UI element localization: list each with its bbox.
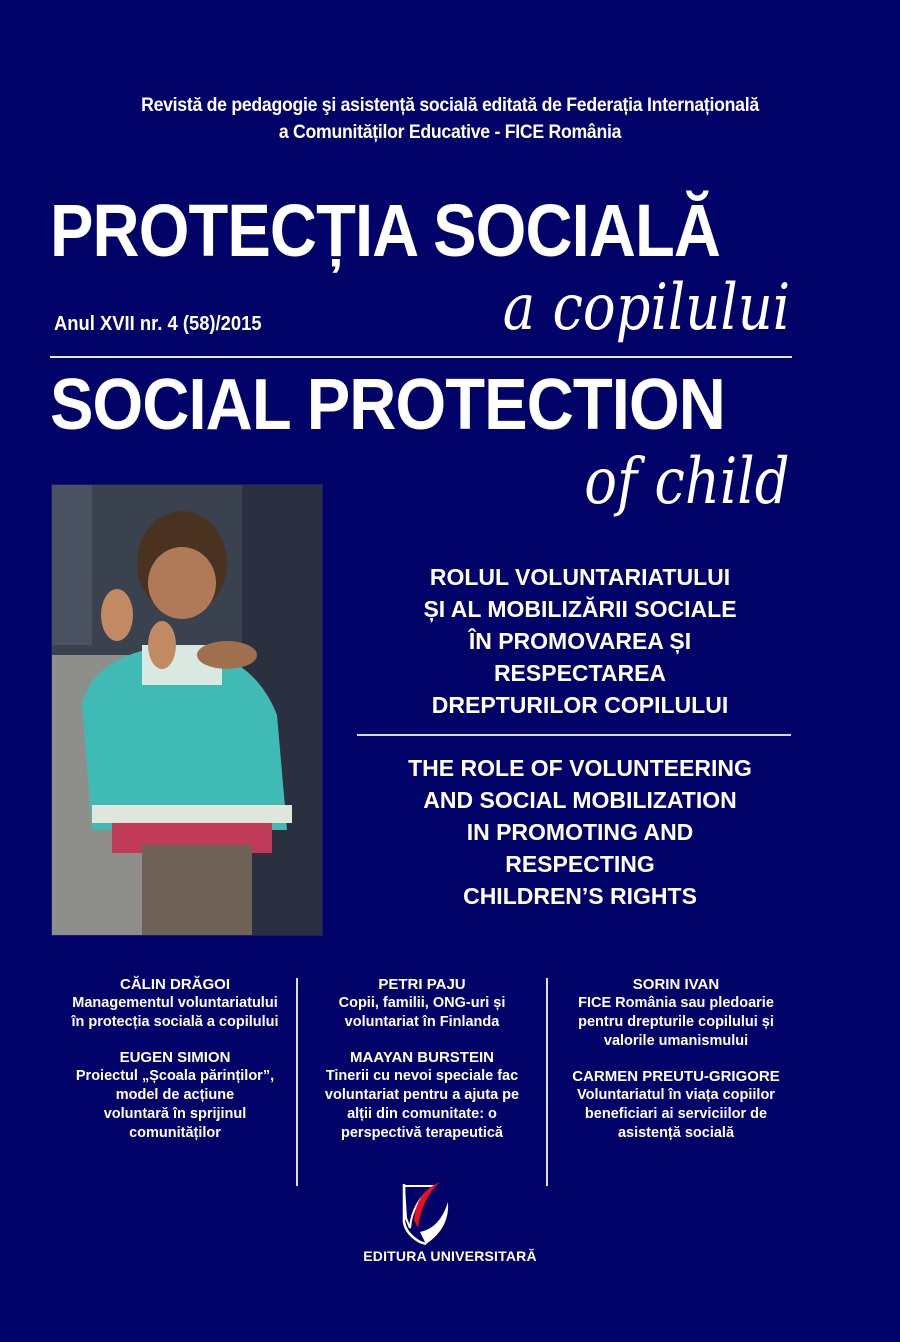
theme-ro-line: ROLUL VOLUNTARIATULUI [429,564,731,590]
article-title-line: FICE România sau pledoarie [578,995,774,1011]
divider [357,734,791,736]
theme-en-line: AND SOCIAL MOBILIZATION [423,787,737,813]
article-title-line: asistență socială [617,1125,735,1141]
article-author: SORIN IVAN [632,976,720,993]
article-title-line: perspectivă terapeutică [341,1125,503,1141]
title-romanian: PROTECȚIA SOCIALĂ [50,189,721,272]
article-title-line: Voluntariatul în viața copiilor [577,1087,775,1103]
theme-ro-line: RESPECTAREA [493,660,667,686]
article-title-line: voluntară în sprijinul [103,1106,247,1122]
child-photo-illustration [52,485,322,935]
title-romanian-sub: a copilului [502,271,790,345]
article-title-line: valorile umanismului [603,1033,749,1049]
shield-quill-icon [398,1178,458,1251]
article-title-line: comunităților [129,1125,221,1141]
divider [50,356,792,358]
title-english-sub: of child [584,445,790,519]
article-author: PETRI PAJU [378,976,466,993]
theme-en-line: CHILDREN’S RIGHTS [463,883,697,909]
article-title [55,994,295,1032]
theme-ro-line: DREPTURILOR COPILULUI [431,692,729,718]
article-author: CARMEN PREUTU-GRIGORE [572,1068,780,1085]
issue-number: Anul XVII nr. 4 (58)/2015 [54,313,262,335]
article-title [302,1067,542,1143]
article-author: EUGEN SIMION [119,1049,231,1066]
article-title-line: Managementul voluntariatului [72,995,278,1011]
article-title-line: Copii, familii, ONG-uri și [338,995,506,1011]
theme-ro-line: ÎN PROMOVAREA ȘI [468,628,692,654]
article-title-line: pentru drepturile copilului și [578,1014,774,1030]
theme-en-line: IN PROMOTING AND [466,819,694,845]
article-title-line: Proiectul „Școala părinților”, [75,1068,275,1084]
article-author: CĂLIN DRĂGOI [120,976,230,993]
article-title [556,994,796,1051]
contents-column-3 [556,975,796,1159]
theme-english [330,752,830,912]
subtitle-line-2: a Comunităților Educative - FICE România [278,122,622,143]
article-title [55,1067,295,1143]
column-divider [296,978,298,1186]
theme-ro-line: ȘI AL MOBILIZĂRII SOCIALE [423,596,737,622]
article-title-line: voluntariat în Finlanda [344,1014,500,1030]
article-title [302,994,542,1032]
theme-en-line: THE ROLE OF VOLUNTEERING [408,755,752,781]
journal-description [32,92,869,146]
article-title [556,1086,796,1143]
theme-en-line: RESPECTING [505,851,655,877]
contents-column-2 [302,975,542,1159]
subtitle-line-1: Revistă de pedagogie şi asistență socială editată de Federația Internațională [141,95,759,116]
article-title-line: model de acțiune [115,1087,235,1103]
article-author: MAAYAN BURSTEIN [350,1049,494,1066]
publisher-name: EDITURA UNIVERSITARĂ [363,1248,537,1264]
cover-photo [51,484,323,936]
title-english: SOCIAL PROTECTION [50,365,725,445]
theme-romanian [330,561,830,721]
article-title-line: în protecția socială a copilului [71,1014,279,1030]
column-divider [546,978,548,1186]
article-title-line: beneficiari ai serviciilor de [584,1106,768,1122]
article-title-line: alții din comunitate: o [347,1106,497,1122]
contents-column-1 [55,975,295,1159]
article-title-line: Tinerii cu nevoi speciale fac [325,1068,519,1084]
article-title-line: voluntariat pentru a ajuta pe [324,1087,520,1103]
